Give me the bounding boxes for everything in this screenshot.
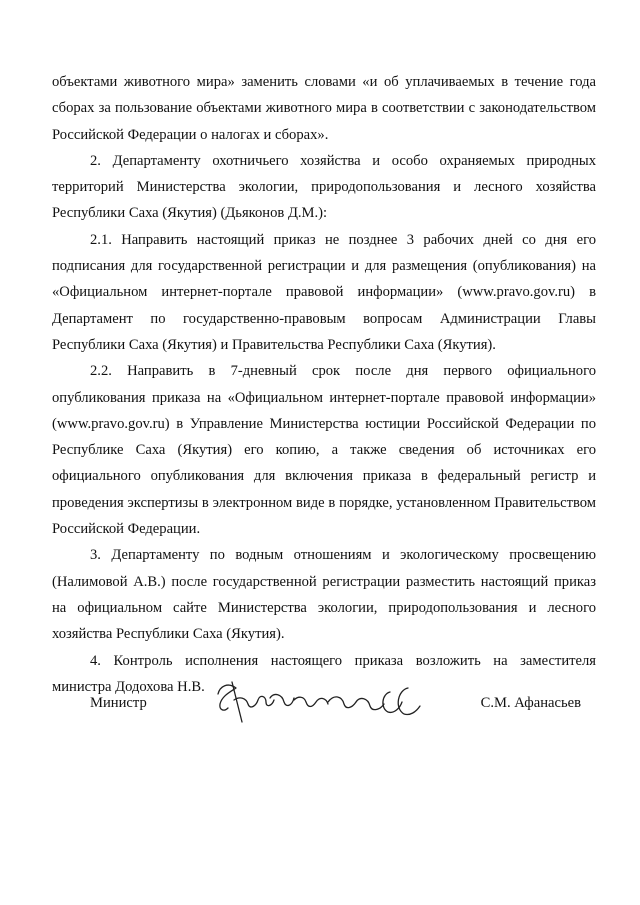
signer-title: Министр	[90, 695, 147, 711]
paragraph-item-3: 3. Департаменту по водным отношениям и экологическому просвещению (Налимовой А.В.) после государственной регистрации разместить настоящий приказ на официальном сайте Министерства экологии, природопользования и лесного хозяйства Республики Саха (Якутия).	[52, 547, 596, 643]
paragraph-item-2-1: 2.1. Направить настоящий приказ не позднее 3 рабочих дней со дня его подписания для государственной регистрации и для размещения (опубликования) на «Официальном интернет-портале правовой информации» (www.pravo.gov.ru) в Департамент по государственно-правовым вопросам Администрации Главы Республики Саха (Якутия) и Правительства Республики Саха (Якутия).	[52, 231, 596, 353]
document-body	[52, 69, 596, 700]
paragraph-item-2-2: 2.2. Направить в 7-дневный срок после дня первого официального опубликования приказа на «Официальном интернет-портале правовой информации» (www.pravo.gov.ru) в Управление Министерства юстиции Российской Федерации по Республике Саха (Якутия) его копию, а также сведения об источниках его официального опубликования для включения приказа в федеральный регистр и проведения экспертизы в электронном виде в порядке, установленном Правительством Российской Федерации.	[52, 363, 596, 538]
paragraph-item-4: 4. Контроль исполнения настоящего приказа возложить на заместителя министра Додохова Н.В.	[52, 652, 596, 695]
signer-name: С.М. Афанасьев	[480, 695, 581, 711]
paragraph-continuation: объектами животного мира» заменить словами «и об уплачиваемых в течение года сборах за пользование объектами животного мира в соответствии с законодательством Российской Федерации о налогах и сборах».	[52, 74, 596, 143]
signature-block	[0, 678, 640, 728]
paragraph-item-2: 2. Департаменту охотничьего хозяйства и особо охраняемых природных территорий Министерства экологии, природопользования и лесного хозяйства Республики Саха (Якутия) (Дьяконов Д.М.):	[52, 152, 596, 222]
handwritten-signature	[212, 678, 438, 726]
